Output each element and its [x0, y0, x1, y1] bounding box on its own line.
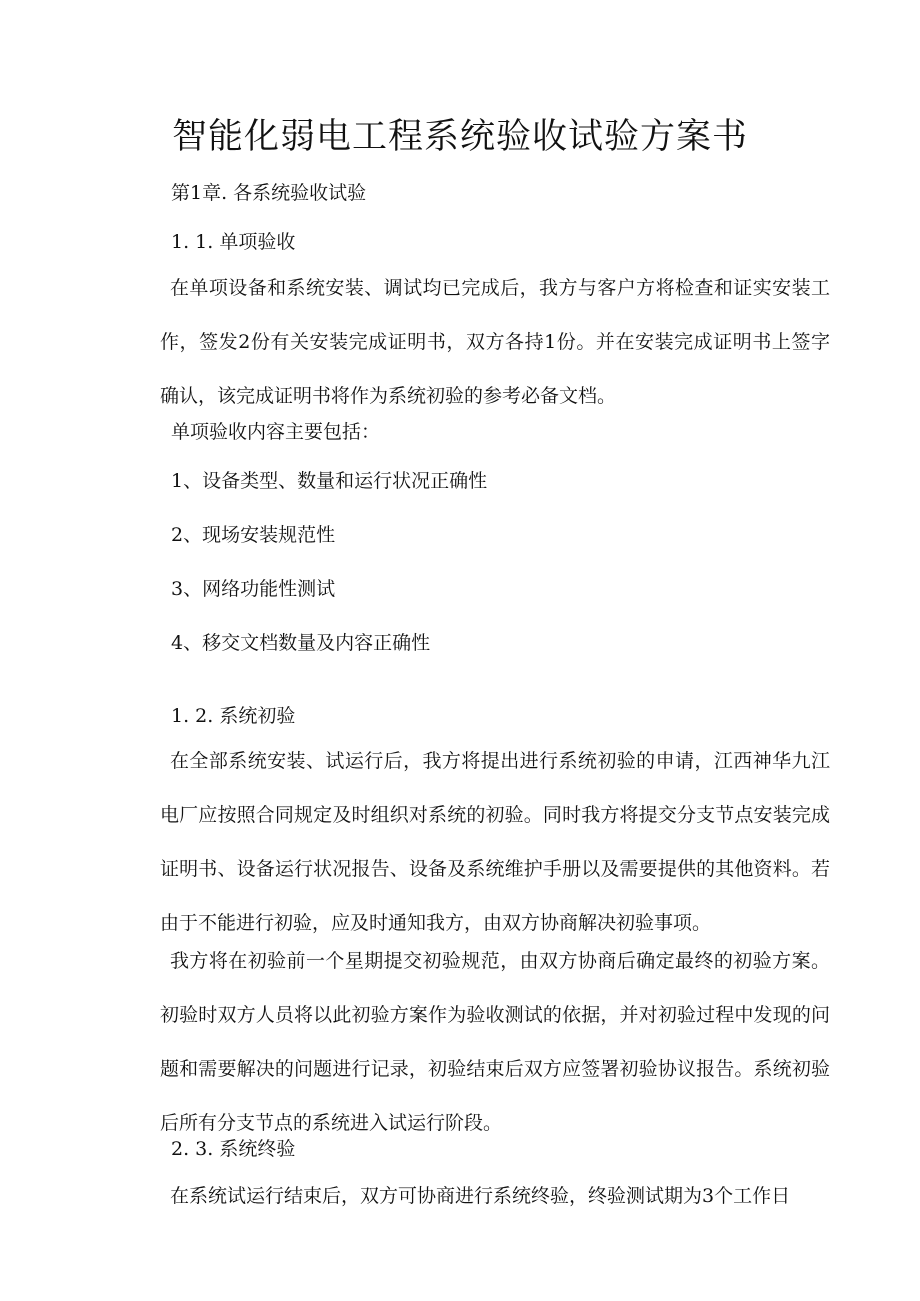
list-item: 1、设备类型、数量和运行状况正确性	[171, 470, 488, 492]
paragraph-final-acceptance: 在系统试运行结束后，双方可协商进行系统终验，终验测试期为3个工作日	[170, 1185, 791, 1207]
list-item: 4、移交文档数量及内容正确性	[171, 632, 431, 654]
document-title: 智能化弱电工程系统验收试验方案书	[171, 117, 748, 157]
list-item: 3、网络功能性测试	[171, 578, 336, 600]
paragraph-initial-acceptance-1: 在全部系统安装、试运行后，我方将提出进行系统初验的申请，江西神华九江电厂应按照合同规定及时组织对系统的初验。同时我方将提交分支节点安装完成证明书、设备运行状况报告、设备及系统维护手册以及需要提供的其他资料。若由于不能进行初验，应及时通知我方，由双方协商解决初验事项。	[160, 750, 830, 934]
paragraph-single-acceptance: 在单项设备和系统安装、调试均已完成后，我方与客户方将检查和证实安装工作，签发2份有关安装完成证明书，双方各持1份。并在安装完成证明书上签字确认，该完成证明书将作为系统初验的参考必备文档。	[160, 277, 830, 407]
list-item: 2、现场安装规范性	[171, 524, 336, 546]
list-intro: 单项验收内容主要包括：	[171, 421, 381, 443]
paragraph-initial-acceptance-2: 我方将在初验前一个星期提交初验规范，由双方协商后确定最终的初验方案。初验时双方人员将以此初验方案作为验收测试的依据，并对初验过程中发现的问题和需要解决的问题进行记录，初验结束后双方应签署初验协议报告。系统初验后所有分支节点的系统进入试运行阶段。	[160, 950, 830, 1134]
section-heading-final-acceptance: 2. 3. 系统终验	[171, 1138, 296, 1160]
section-heading-initial-acceptance: 1. 2. 系统初验	[171, 705, 296, 727]
section-heading-single-acceptance: 1. 1. 单项验收	[171, 231, 296, 253]
chapter-heading: 第1章. 各系统验收试验	[171, 182, 367, 204]
